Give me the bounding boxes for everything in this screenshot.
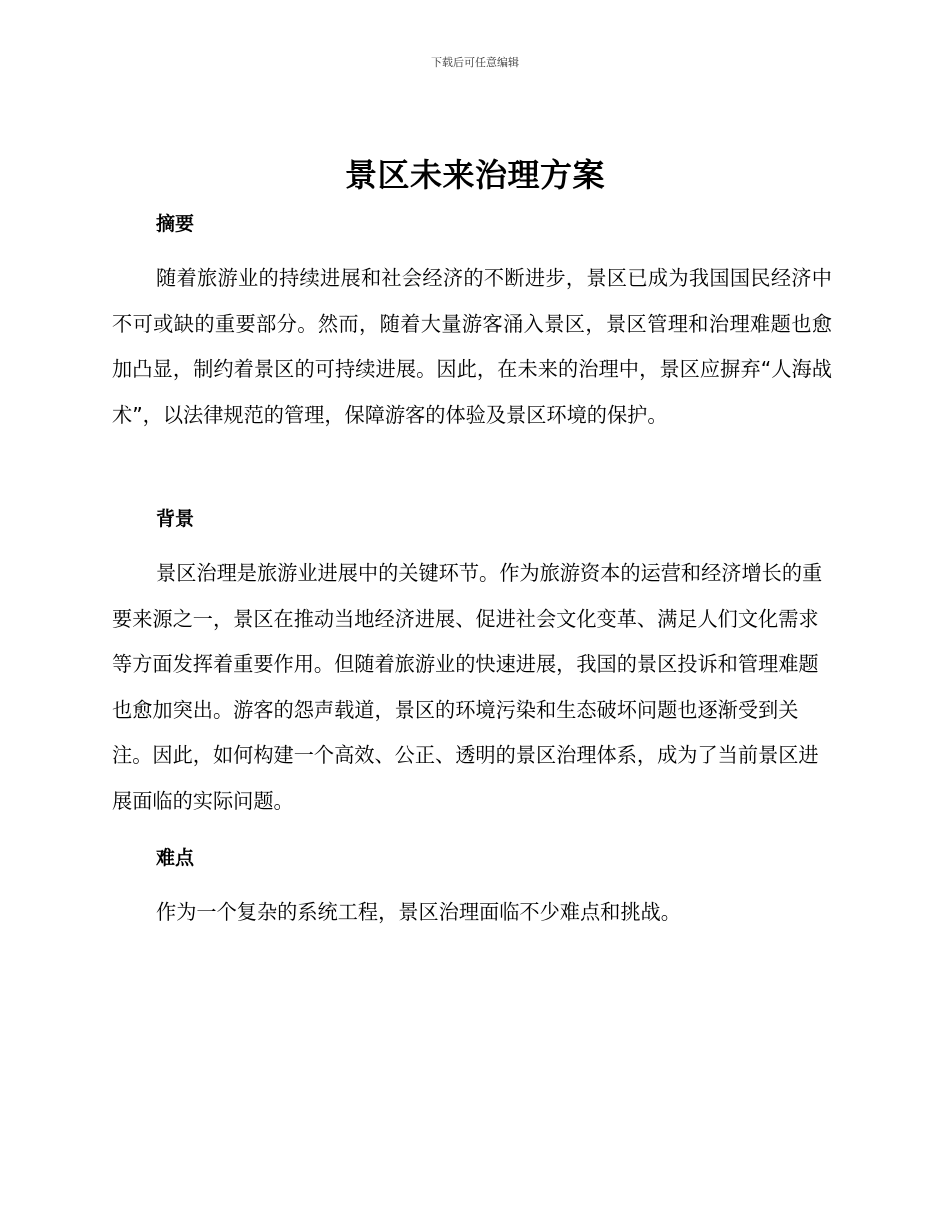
section-paragraph-abstract: 随着旅游业的持续进展和社会经济的不断进步，景区已成为我国国民经济中不可或缺的重要部分。然而，随着大量游客涌入景区，景区管理和治理难题也愈加凸显，制约着景区的可持续进展。因此，在未来的治理中，景区应摒弃“人海战术”，以法律规范的管理，保障游客的体验及景区环境的保护。 [112,266,832,427]
section-heading-abstract: 摘要 [156,213,195,235]
section-paragraph-background: 景区治理是旅游业进展中的关键环节。作为旅游资本的运营和经济增长的重要来源之一，景区在推动当地经济进展、促进社会文化变革、满足人们文化需求等方面发挥着重要作用。但随着旅游业的快速进展，我国的景区投诉和管理难题也愈加突出。游客的怨声载道，景区的环境污染和生态破坏问题也逐渐受到关注。因此，如何构建一个高效、公正、透明的景区治理体系，成为了当前景区进展面临的实际问题。 [112,561,823,813]
document-title: 景区未来治理方案 [344,156,605,194]
header-note: 下载后可任意编辑 [431,56,519,69]
section-heading-background: 背景 [156,508,195,530]
section-heading-difficulties: 难点 [156,847,195,869]
section-paragraph-difficulties: 作为一个复杂的系统工程，景区治理面临不少难点和挑战。 [156,900,681,924]
